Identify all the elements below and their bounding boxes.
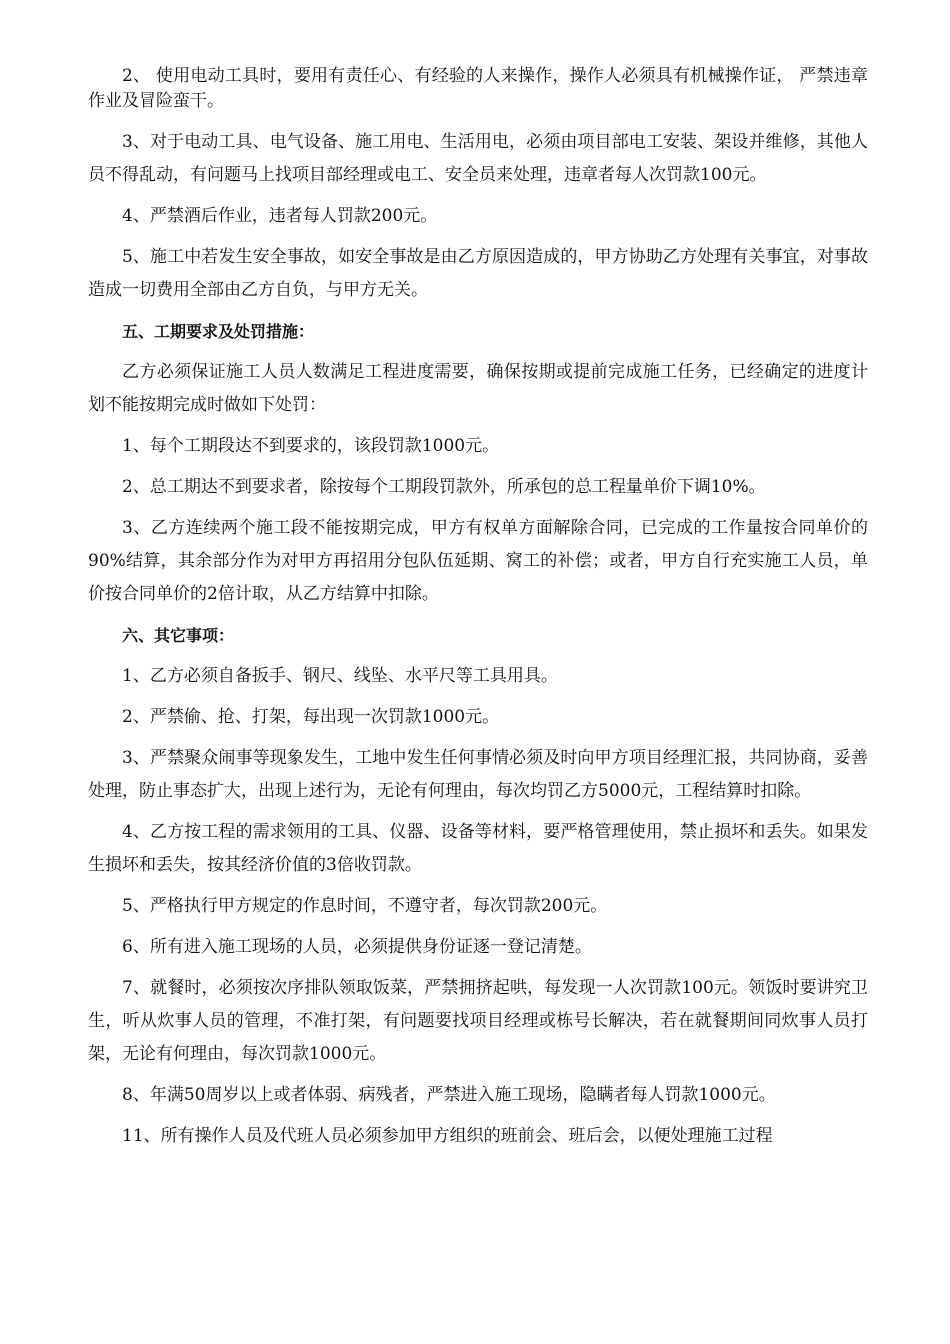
section6-item-2: 2、严禁偷、抢、打架，每出现一次罚款1000元。 <box>122 707 500 727</box>
paragraph-power-tools: 2、 使用电动工具时，要用有责任心、有经验的人来操作，操作人必须具有机械操作证， 严禁违章作业及冒险蛮干。 <box>88 66 868 111</box>
paragraph-drinking: 4、严禁酒后作业，违者每人罚款200元。 <box>122 206 438 226</box>
section6-item-8: 8、年满50周岁以上或者体弱、病残者，严禁进入施工现场，隐瞒者每人罚款1000元。 <box>122 1085 776 1105</box>
section5-intro: 乙方必须保证施工人员人数满足工程进度需要，确保按期或提前完成施工任务，已经确定的进度计划不能按期完成时做如下处罚： <box>88 362 868 415</box>
section5-item-1: 1、每个工期段达不到要求的，该段罚款1000元。 <box>122 436 500 456</box>
paragraph-electrical: 3、对于电动工具、电气设备、施工用电、生活用电，必须由项目部电工安装、架设并维修，其他人员不得乱动，有问题马上找项目部经理或电工、安全员来处理，违章者每人次罚款100元。 <box>88 132 868 185</box>
section6-item-3: 3、严禁聚众闹事等现象发生，工地中发生任何事情必须及时向甲方项目经理汇报，共同协商，妥善处理，防止事态扩大，出现上述行为，无论有何理由，每次均罚乙方5000元，工程结算时扣除。 <box>88 748 868 801</box>
paragraph-accident: 5、施工中若发生安全事故，如安全事故是由乙方原因造成的，甲方协助乙方处理有关事宜，对事故造成一切费用全部由乙方自负，与甲方无关。 <box>88 247 868 300</box>
section6-item-4: 4、乙方按工程的需求领用的工具、仪器、设备等材料，要严格管理使用，禁止损坏和丢失。如果发生损坏和丢失，按其经济价值的3倍收罚款。 <box>88 822 868 875</box>
section6-heading: 六、其它事项： <box>122 626 235 645</box>
section6-item-11: 11、所有操作人员及代班人员必须参加甲方组织的班前会、班后会，以便处理施工过程 <box>122 1126 773 1146</box>
section5-heading: 五、工期要求及处罚措施： <box>122 322 315 341</box>
section6-item-5: 5、严格执行甲方规定的作息时间，不遵守者，每次罚款200元。 <box>122 896 608 916</box>
section5-item-2: 2、总工期达不到要求者，除按每个工期段罚款外，所承包的总工程量单价下调10%。 <box>122 477 766 497</box>
section6-item-6: 6、所有进入施工现场的人员，必须提供身份证逐一登记清楚。 <box>122 937 592 957</box>
section5-item-3: 3、乙方连续两个施工段不能按期完成，甲方有权单方面解除合同，已完成的工作量按合同单价的90%结算，其余部分作为对甲方再招用分包队伍延期、窝工的补偿；或者，甲方自行充实施工人员，单价按合同单价的2倍计取，从乙方结算中扣除。 <box>88 518 868 604</box>
document-body <box>88 64 868 1161</box>
section6-item-1: 1、乙方必须自备扳手、钢尺、线坠、水平尺等工具用具。 <box>122 666 558 686</box>
section6-item-7: 7、就餐时，必须按次序排队领取饭菜，严禁拥挤起哄，每发现一人次罚款100元。领饭时要讲究卫生，听从炊事人员的管理，不准打架，有问题要找项目经理或栋号长解决，若在就餐期间同炊事人员打架，无论有何理由，每次罚款1000元。 <box>88 978 868 1064</box>
